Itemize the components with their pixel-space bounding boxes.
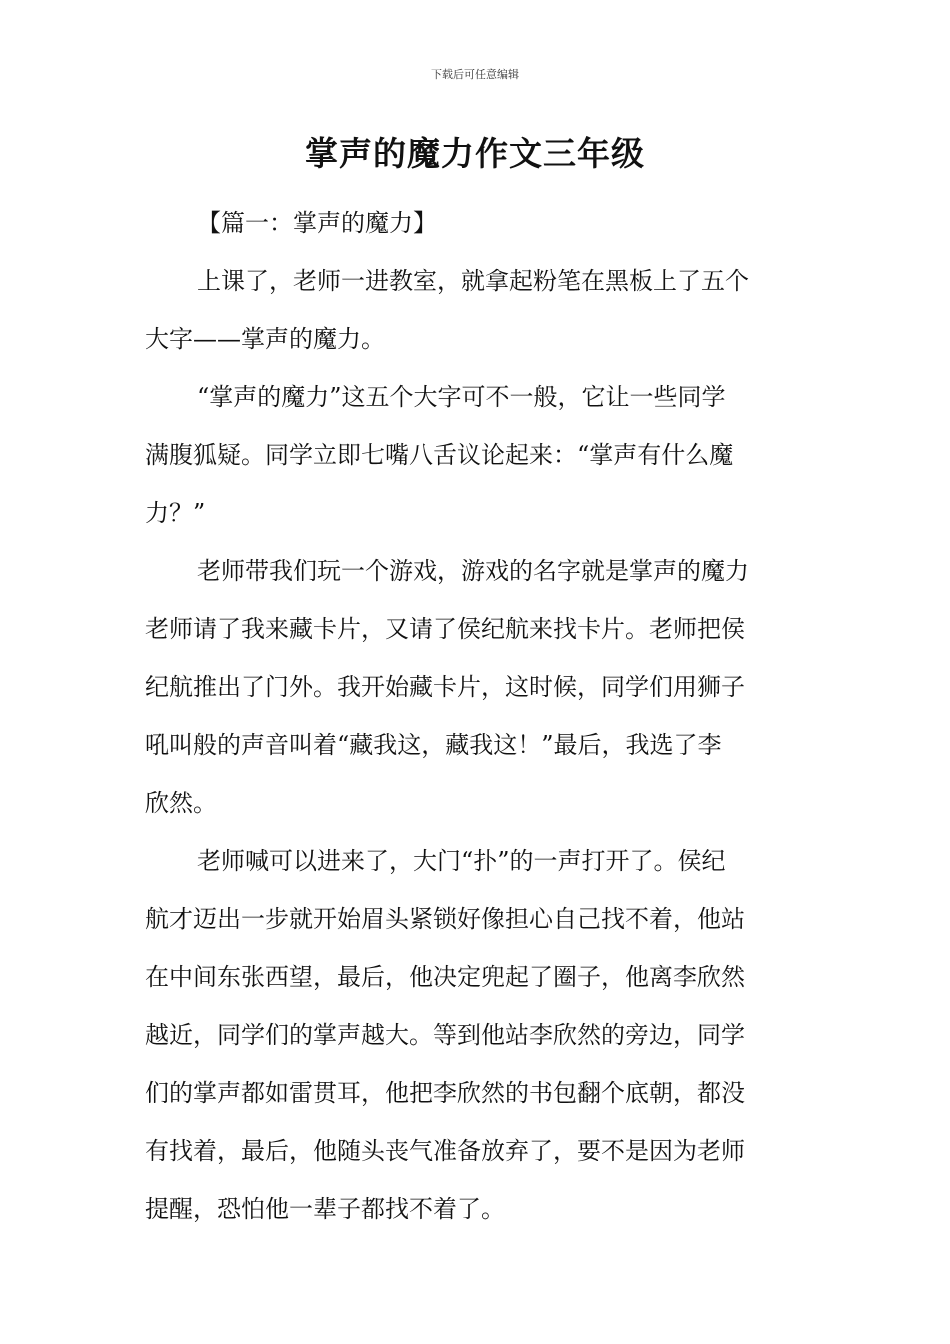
paragraph-line: 老师请了我来藏卡片，又请了侯纪航来找卡片。老师把侯 bbox=[145, 615, 745, 643]
section-heading: 【篇一：掌声的魔力】 bbox=[197, 209, 437, 237]
paragraph-line: 有找着，最后，他随头丧气准备放弃了，要不是因为老师 bbox=[145, 1137, 745, 1165]
paragraph-line: 上课了，老师一进教室，就拿起粉笔在黑板上了五个 bbox=[197, 267, 749, 295]
paragraph-line: 航才迈出一步就开始眉头紧锁好像担心自己找不着，他站 bbox=[145, 905, 745, 933]
paragraph-line: 力？” bbox=[145, 499, 206, 527]
paragraph-line: “掌声的魔力”这五个大字可不一般，它让一些同学 bbox=[197, 383, 726, 411]
paragraph-line: 老师喊可以进来了，大门“扑”的一声打开了。侯纪 bbox=[197, 847, 726, 875]
paragraph-line: 老师带我们玩一个游戏，游戏的名字就是掌声的魔力 bbox=[197, 557, 749, 585]
paragraph-line: 在中间东张西望，最后，他决定兜起了圈子，他离李欣然 bbox=[145, 963, 745, 991]
paragraph-line: 提醒，恐怕他一辈子都找不着了。 bbox=[145, 1195, 505, 1223]
paragraph-line: 吼叫般的声音叫着“藏我这，藏我这！”最后，我选了李 bbox=[145, 731, 722, 759]
paragraph-2 bbox=[145, 368, 811, 542]
document-body bbox=[145, 194, 811, 1238]
paragraph-line: 们的掌声都如雷贯耳，他把李欣然的书包翻个底朝，都没 bbox=[145, 1079, 745, 1107]
page-header-note: 下载后可任意编辑 bbox=[431, 68, 519, 81]
paragraph-1 bbox=[145, 252, 811, 368]
paragraph-line: 大字——掌声的魔力。 bbox=[145, 325, 385, 353]
paragraph-3 bbox=[145, 542, 811, 832]
document-title: 掌声的魔力作文三年级 bbox=[305, 134, 645, 173]
paragraph-4 bbox=[145, 832, 811, 1238]
paragraph-line: 纪航推出了门外。我开始藏卡片，这时候，同学们用狮子 bbox=[145, 673, 745, 701]
paragraph-line: 越近，同学们的掌声越大。等到他站李欣然的旁边，同学 bbox=[145, 1021, 745, 1049]
paragraph-line: 欣然。 bbox=[145, 789, 217, 817]
paragraph-line: 满腹狐疑。同学立即七嘴八舌议论起来：“掌声有什么魔 bbox=[145, 441, 734, 469]
